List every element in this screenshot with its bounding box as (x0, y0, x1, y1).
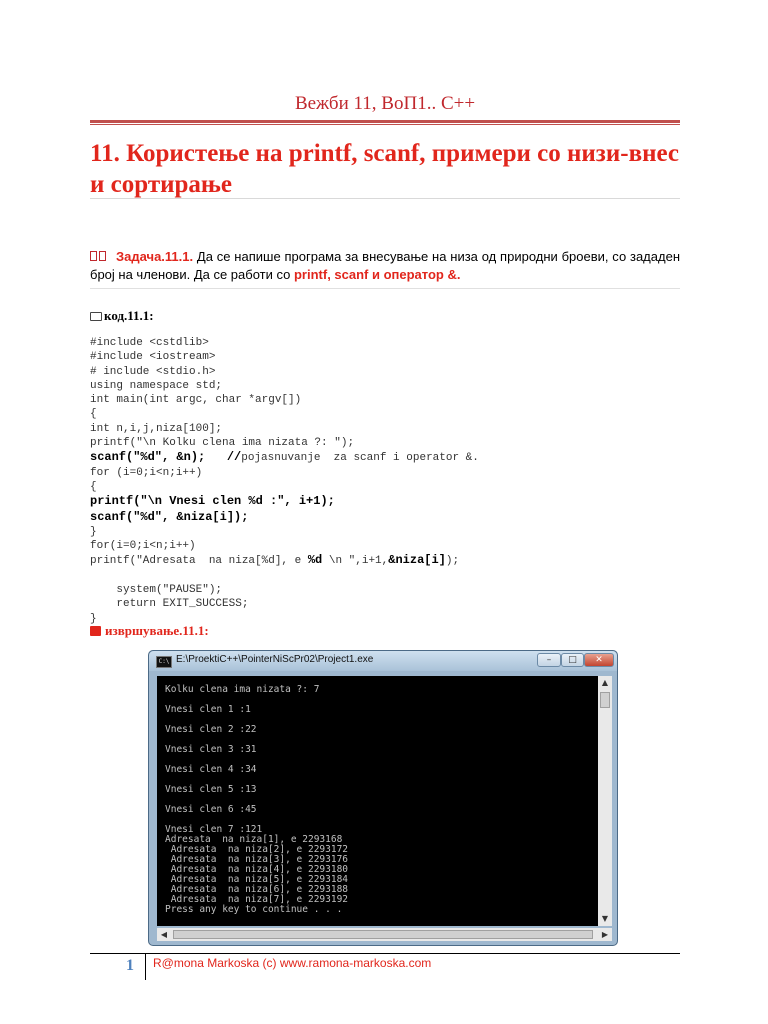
task-paragraph (90, 248, 680, 284)
chapter-rule (90, 198, 680, 199)
run-label-text: извршување.11.1: (105, 623, 209, 638)
code-line: return EXIT_SUCCESS; (90, 598, 249, 611)
console-app-icon: C:\ (156, 656, 172, 668)
page-number: 1 (126, 957, 134, 974)
scroll-thumb[interactable] (600, 692, 610, 708)
minimize-button[interactable]: – (537, 653, 561, 667)
scroll-right-icon[interactable]: ▶ (601, 930, 609, 939)
header-rule (90, 120, 680, 123)
code-line: #include <cstdlib> (90, 337, 209, 349)
scroll-up-icon[interactable]: ▲ (601, 678, 609, 687)
header-rule-thin (90, 124, 680, 125)
close-button[interactable]: ✕ (584, 653, 614, 667)
code-line: { (90, 480, 97, 493)
code-line: printf("\n Kolku clena ima nizata ?: "); (90, 437, 355, 450)
footer-separator (145, 954, 146, 980)
run-label (90, 623, 209, 639)
console-screen[interactable] (157, 676, 598, 926)
code-end: ); (445, 555, 460, 568)
code-comment: pojasnuvanje za scanf i operator &. (241, 452, 479, 465)
code-format-bold: %d (307, 553, 323, 568)
maximize-button[interactable]: □ (561, 653, 584, 667)
footer-rule (90, 953, 680, 954)
code-args: \n ",i+1, (322, 555, 389, 568)
task-rule (90, 288, 680, 289)
footer-text: R@mona Markoska (c) www.ramona-markoska.com (153, 956, 432, 970)
code-line: for (i=0;i<n;i++) (90, 466, 203, 479)
code-line: { (90, 408, 97, 421)
code-icon (90, 312, 102, 321)
scroll-thumb-horizontal[interactable] (173, 930, 593, 939)
code-comment-marker: // (205, 450, 242, 465)
horizontal-scrollbar[interactable] (157, 928, 612, 941)
console-window (148, 650, 618, 946)
scroll-down-icon[interactable]: ▼ (601, 914, 609, 923)
code-line: } (90, 525, 97, 538)
console-output: Kolku clena ima nizata ?: 7 Vnesi clen 1 :1 Vnesi clen 2 :22 Vnesi clen 3 :31 Vnesi clen 4 :34 Vnesi clen 5 :13 Vnesi clen 6 :45 Vnesi clen 7 :121 Adresata na niza[1], e 2293168 Adresata na niza[2], e 2293172 Adresata na niza[3], e 2293176 Adresata na niza[4], e 2293180 Adresata na niza[5], e 2293184 Adresata na niza[6], e 2293188 Adresata na niza[7], e 2293192 Press any key to continue . . . (165, 684, 349, 915)
code-line: int main(int argc, char *argv[]) (90, 394, 302, 407)
vertical-scrollbar[interactable] (598, 676, 612, 926)
chapter-title: 11. Користење на printf, scanf, примери со низи-внес и сортирање (90, 140, 679, 198)
code-line-bold: printf("\n Vnesi clen %d :", i+1); (90, 494, 335, 509)
code-line: printf("Adresata na niza[%d], e (90, 555, 308, 568)
code-line-bold: scanf("%d", &n); (90, 450, 206, 465)
code-line: #include <iostream> (90, 351, 216, 364)
page-header-title: Вежби 11, ВоП1.. C++ (294, 93, 476, 114)
run-icon (90, 626, 101, 636)
code-line-bold: scanf("%d", &niza[i]); (90, 509, 249, 524)
code-block (90, 336, 479, 626)
code-line: for(i=0;i<n;i++) (90, 540, 196, 553)
code-line: int n,i,j,niza[100]; (90, 422, 223, 435)
code-line: using namespace std; (90, 379, 223, 392)
code-line: system("PAUSE"); (90, 584, 223, 597)
code-label-text: код.11.1: (104, 308, 154, 323)
console-title: E:\ProektiC++\PointerNiScPr02\Project1.exe (176, 654, 374, 665)
code-address-bold: &niza[i] (388, 553, 446, 568)
task-text: Да се напише програма за внесување на низа од природни броеви, со зададен број на членови. Да се работи со (90, 249, 680, 282)
code-line: } (90, 612, 97, 625)
code-line: # include <stdio.h> (90, 365, 216, 378)
console-titlebar[interactable] (149, 651, 617, 671)
task-label: Задача.11.1. (116, 249, 194, 264)
task-keywords: printf, scanf и оператор &. (293, 267, 461, 282)
code-label (90, 308, 154, 324)
scroll-left-icon[interactable]: ◀ (160, 930, 168, 939)
book-icon (90, 251, 106, 262)
